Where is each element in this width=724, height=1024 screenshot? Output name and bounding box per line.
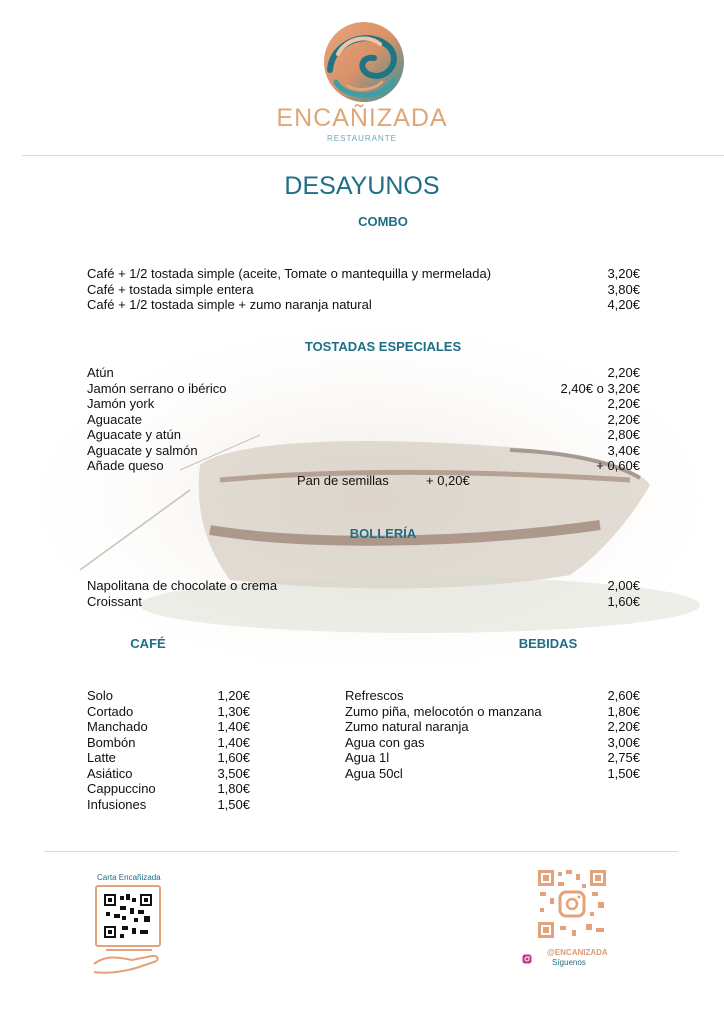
list-item: [87, 458, 640, 474]
bolleria-heading: BOLLERÍA: [349, 526, 417, 541]
combo-heading: COMBO: [358, 214, 408, 229]
menu-qr-code[interactable]: [92, 884, 166, 980]
menu-title: DESAYUNOS: [284, 172, 440, 200]
item-price: 2,75€: [607, 750, 640, 765]
item-price: 2,60€: [607, 688, 640, 703]
item-name: Café + 1/2 tostada simple (aceite, Tomate o mantequilla y mermelada): [87, 266, 492, 281]
item-name: Atún: [87, 365, 114, 380]
bebidas-heading: BEBIDAS: [518, 636, 578, 651]
item-price: 1,60€: [217, 750, 250, 765]
item-price: 1,40€: [217, 719, 250, 734]
item-name: Cappuccino: [87, 781, 156, 796]
item-name: Zumo piña, melocotón o manzana: [345, 703, 542, 719]
list-item: [87, 396, 640, 412]
cafe-list: [87, 688, 250, 812]
tostadas-list: [87, 365, 640, 474]
list-item: [345, 688, 640, 704]
item-price: 4,20€: [607, 297, 640, 312]
list-item: [87, 750, 250, 766]
item-name: Infusiones: [87, 796, 147, 812]
list-item: [87, 412, 640, 428]
list-item: [87, 266, 640, 282]
item-name: Solo: [87, 688, 114, 703]
item-price: 3,50€: [217, 765, 250, 781]
footer-divider: [44, 851, 678, 852]
item-name: Refrescos: [345, 688, 404, 703]
item-name: Café + tostada simple entera: [87, 281, 254, 297]
item-price: 3,40€: [607, 442, 640, 458]
list-item: [87, 797, 250, 813]
list-item: [345, 704, 640, 720]
item-name: Napolitana de chocolate o crema: [87, 578, 278, 593]
item-name: Croissant: [87, 593, 142, 609]
instagram-qr-code[interactable]: [536, 868, 608, 940]
item-name: Aguacate y atún: [87, 427, 181, 442]
list-item: [87, 704, 250, 720]
item-name: Bombón: [87, 734, 136, 750]
list-item: [87, 594, 640, 610]
item-price: 1,40€: [217, 734, 250, 750]
item-price: 2,80€: [607, 427, 640, 442]
item-price: 1,50€: [217, 796, 250, 812]
follow-label: Síguenos: [552, 958, 586, 967]
item-name: Jamón york: [87, 396, 155, 411]
brand-subtitle: RESTAURANTE: [327, 134, 397, 143]
item-price: 3,80€: [607, 281, 640, 297]
list-item: [87, 781, 250, 797]
list-item: [345, 735, 640, 751]
item-name: Cortado: [87, 703, 134, 719]
list-item: [87, 381, 640, 397]
item-name: Latte: [87, 750, 116, 765]
bolleria-list: [87, 578, 640, 609]
item-name: Aguacate: [87, 411, 142, 427]
item-price: 1,80€: [607, 703, 640, 719]
carta-label: Carta Encañizada: [97, 873, 161, 882]
item-name: Manchado: [87, 719, 148, 734]
item-price: 2,20€: [607, 719, 640, 734]
item-name: Añade queso: [87, 458, 164, 473]
item-price: 3,00€: [607, 734, 640, 750]
list-item: [345, 719, 640, 735]
brand-name: ENCAÑIZADA: [276, 104, 448, 132]
item-price: 1,20€: [217, 688, 250, 703]
instagram-icon: [522, 954, 532, 964]
header-divider: [22, 155, 724, 156]
item-name: Jamón serrano o ibérico: [87, 380, 227, 396]
item-name: Agua 1l: [345, 750, 390, 765]
tostadas-heading: TOSTADAS ESPECIALES: [304, 339, 462, 354]
item-name: Agua con gas: [345, 734, 425, 750]
item-price: 3,20€: [607, 266, 640, 281]
item-price: 1,50€: [607, 765, 640, 781]
list-item: [87, 688, 250, 704]
item-name: Zumo natural naranja: [345, 719, 469, 734]
item-price: 2,40€ o 3,20€: [560, 380, 640, 396]
list-item: [87, 719, 250, 735]
item-name: Aguacate y salmón: [87, 442, 198, 458]
item-name: Asiático: [87, 765, 133, 781]
item-price: 2,20€: [607, 411, 640, 427]
bebidas-list: [345, 688, 640, 781]
list-item: [87, 443, 640, 459]
item-price: 2,00€: [607, 578, 640, 593]
list-item: [87, 282, 640, 298]
list-item: [87, 297, 640, 313]
list-item: [87, 735, 250, 751]
item-price: 2,20€: [607, 396, 640, 411]
list-item: [87, 427, 640, 443]
list-item: [345, 766, 640, 782]
list-item: [87, 578, 640, 594]
combo-list: [87, 266, 640, 313]
item-price: 1,30€: [217, 703, 250, 719]
item-price: + 0,60€: [596, 458, 640, 473]
item-price: 2,20€: [607, 365, 640, 380]
list-item: [87, 766, 250, 782]
wave-logo-icon: [322, 20, 406, 104]
instagram-handle[interactable]: @ENCANIZADA: [547, 948, 608, 957]
cafe-heading: CAFÉ: [130, 636, 166, 651]
item-price: 1,80€: [217, 781, 250, 796]
item-name: Agua 50cl: [345, 765, 403, 781]
item-price: 1,60€: [607, 593, 640, 609]
item-name: Café + 1/2 tostada simple + zumo naranja natural: [87, 297, 372, 312]
extra-item-price: + 0,20€: [426, 473, 470, 488]
extra-item-name: Pan de semillas: [297, 473, 389, 488]
list-item: [87, 365, 640, 381]
list-item: [345, 750, 640, 766]
